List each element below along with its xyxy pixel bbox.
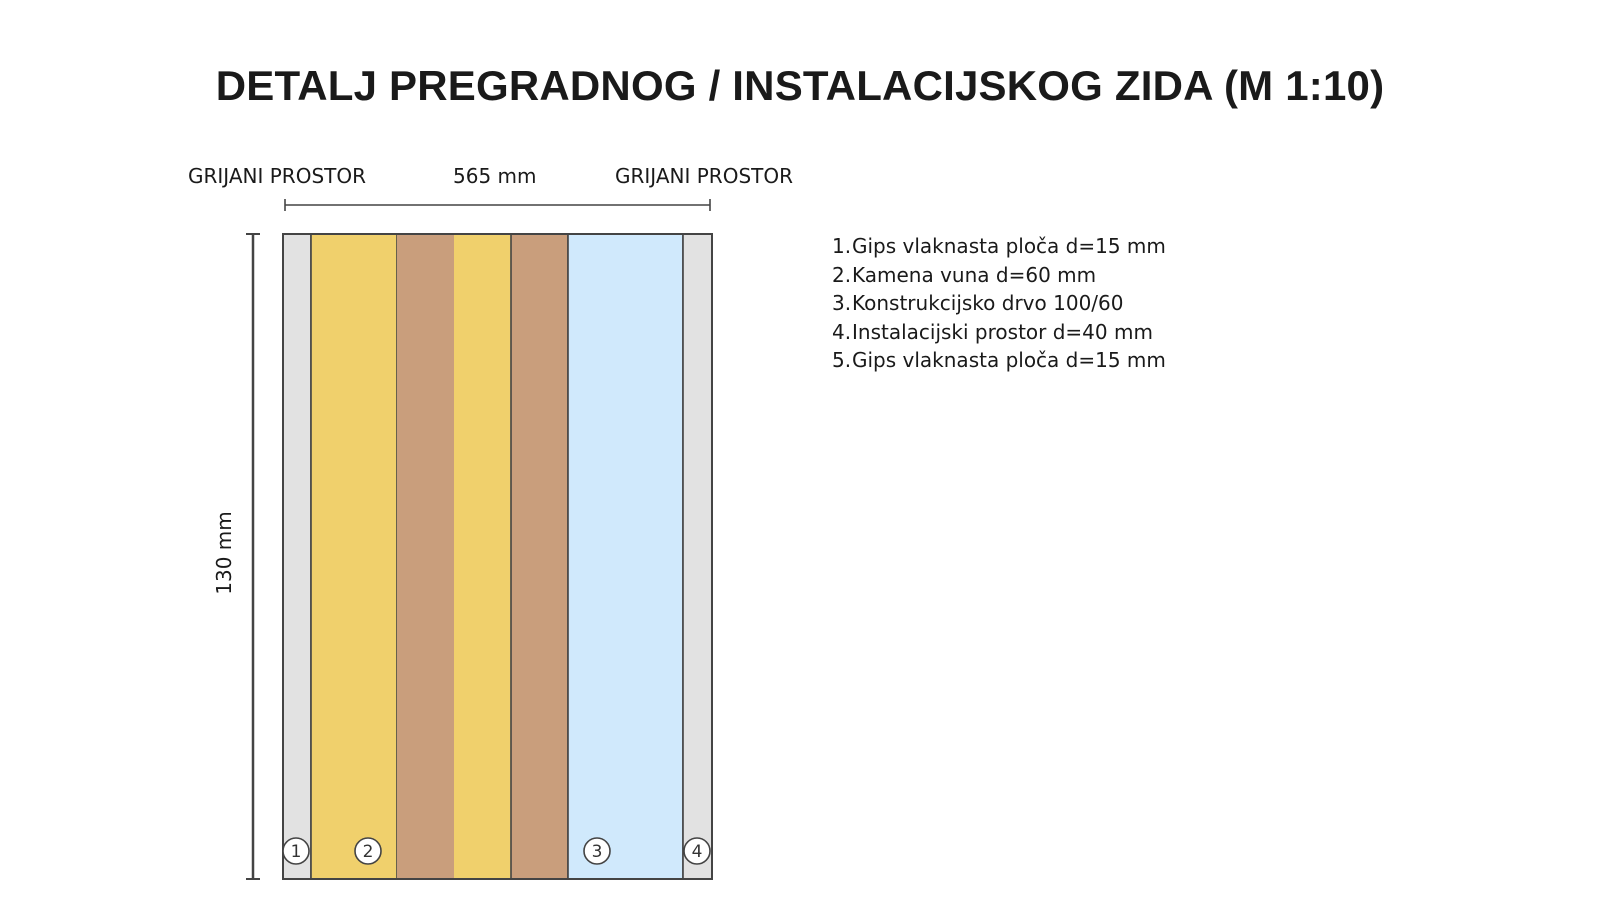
- marker-3: [584, 838, 610, 864]
- layer-gypsum-board-right: [683, 234, 712, 879]
- drawing-title: DETALJ PREGRADNOG / INSTALACIJSKOG ZIDA (M 1:10): [215, 62, 1385, 109]
- height-dimension-line: [246, 234, 260, 879]
- legend-number: 3.: [832, 291, 852, 315]
- layer-stone-wool-2: [454, 234, 511, 879]
- layer-stone-wool-1: [311, 234, 397, 879]
- marker-4: [684, 838, 710, 864]
- legend-item: [832, 261, 1166, 290]
- width-dimension-line: [285, 199, 710, 211]
- layer-timber-2: [511, 234, 568, 879]
- layer-installation-space: [568, 234, 683, 879]
- marker-2: [355, 838, 381, 864]
- marker-2-label: 2: [362, 842, 374, 862]
- marker-3-label: 3: [591, 842, 603, 862]
- marker-1-label: 1: [290, 842, 302, 862]
- layer-legend: [832, 232, 1166, 375]
- legend-number: 2.: [832, 262, 852, 287]
- legend-text: Instalacijski prostor d=40 mm: [852, 319, 1153, 344]
- space-label-right: GRIJANI PROSTOR: [615, 164, 793, 188]
- legend-item: [832, 346, 1166, 375]
- legend-item: [832, 318, 1166, 347]
- legend-item: [832, 289, 1166, 318]
- legend-text: Kamena vuna d=60 mm: [852, 262, 1097, 287]
- legend-number: 5.: [832, 348, 852, 372]
- legend-number: 1.: [832, 234, 852, 258]
- legend-text: Gips vlaknasta ploča d=15 mm: [852, 348, 1166, 372]
- legend-number: 4.: [832, 319, 852, 344]
- marker-1: [283, 838, 309, 864]
- layer-gypsum-board-left: [283, 234, 311, 879]
- height-dimension-label: 130 mm: [212, 511, 236, 595]
- legend-text: Gips vlaknasta ploča d=15 mm: [852, 234, 1166, 258]
- legend-item: [832, 232, 1166, 261]
- legend-text: Konstrukcijsko drvo 100/60: [852, 291, 1124, 315]
- layer-timber-1: [397, 234, 454, 879]
- space-label-left: GRIJANI PROSTOR: [188, 164, 366, 188]
- width-dimension-label: 565 mm: [453, 164, 537, 188]
- marker-4-label: 4: [691, 842, 703, 862]
